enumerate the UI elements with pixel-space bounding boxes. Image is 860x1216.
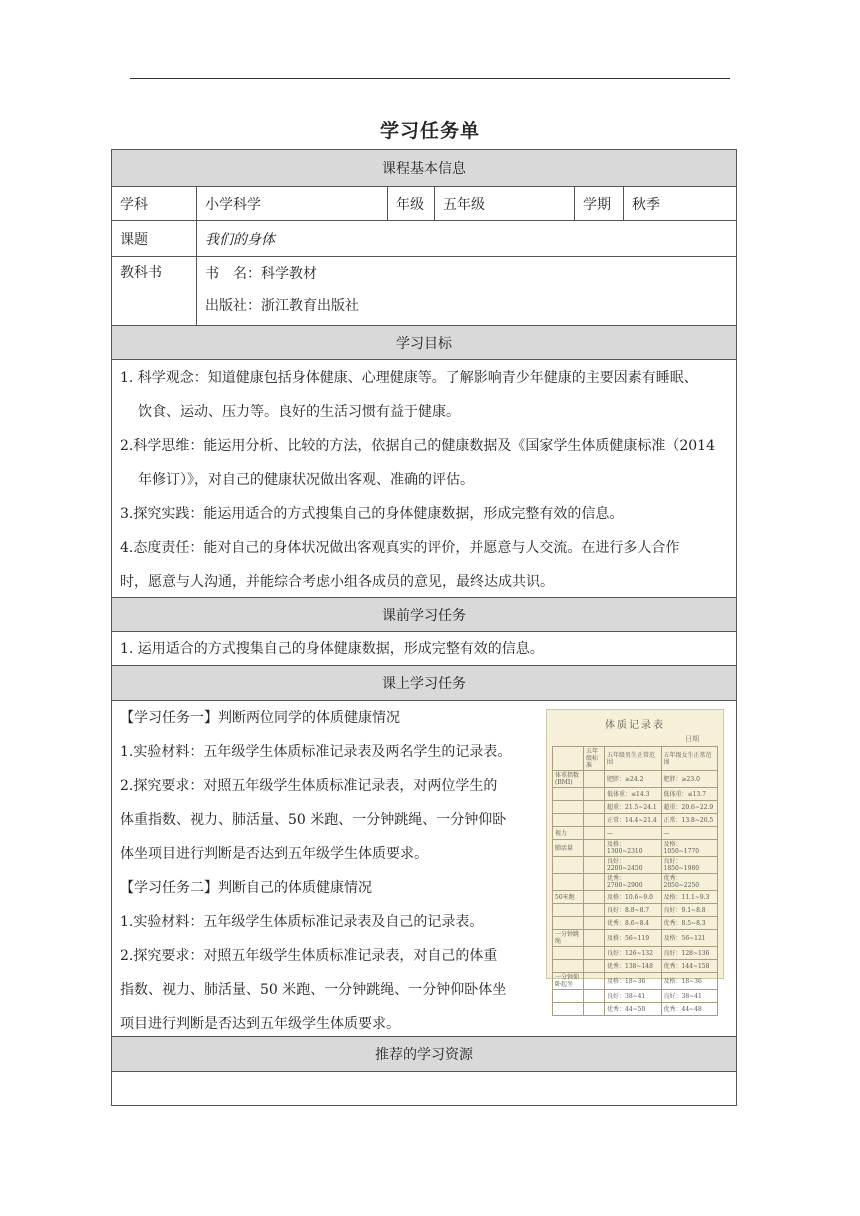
publisher: 出版社：浙江教育出版社 xyxy=(205,298,359,314)
task1-requirement-line3: 体坐项目进行判断是否达到五年级学生体质要求。 xyxy=(120,846,428,862)
figure-cell: 良好：9.1~8.8 xyxy=(661,904,718,917)
figure-cell xyxy=(584,857,605,874)
objective-2-line1: 2.科学思维：能运用分析、比较的方法，依据自己的健康数据及《国家学生体质健康标准（2014 xyxy=(120,438,715,454)
figure-cell: 肥胖：≥23.0 xyxy=(661,771,718,788)
task2-requirement-line3: 项目进行判断是否达到五年级学生体质要求。 xyxy=(120,1016,400,1032)
figure-cell xyxy=(553,857,584,874)
figure-cell xyxy=(553,917,584,930)
task2-requirement-line2: 指数、视力、肺活量、50 米跑、一分钟跳绳、一分钟仰卧体坐 xyxy=(120,982,507,998)
figure-cell xyxy=(584,814,605,827)
class-task-body xyxy=(112,700,736,1036)
subject-label: 学科 xyxy=(120,196,148,213)
figure-cell: 及格：1050~1770 xyxy=(661,840,718,857)
figure-cell: 良好：2200~2450 xyxy=(605,857,662,874)
figure-cell xyxy=(553,788,584,801)
objective-1-line2: 饮食、运动、压力等。良好的生活习惯有益于健康。 xyxy=(138,404,460,420)
header-rule xyxy=(130,78,730,79)
task2-title: 【学习任务二】判断自己的体质健康情况 xyxy=(120,880,372,896)
figure-row xyxy=(553,904,718,917)
figure-cell: 良好：128~136 xyxy=(661,947,718,960)
figure-cell xyxy=(584,904,605,917)
task1-material: 1.实验材料：五年级学生体质标准记录表及两名学生的记录表。 xyxy=(120,744,512,760)
figure-row xyxy=(553,827,718,840)
figure-cell: 优秀：44~50 xyxy=(605,1003,662,1016)
figure-cell: 五年级男生正常范围 xyxy=(605,747,662,771)
task2-requirement-line1: 2.探究要求：对照五年级学生体质标准记录表，对自己的体重 xyxy=(120,948,498,964)
figure-cell: 50米跑 xyxy=(553,891,584,904)
figure-cell: 超重：21.5~24.1 xyxy=(605,801,662,814)
figure-cell: 优秀：138~148 xyxy=(605,960,662,973)
figure-cell xyxy=(584,771,605,788)
figure-cell xyxy=(584,788,605,801)
term-label: 学期 xyxy=(574,187,623,220)
figure-cell xyxy=(584,801,605,814)
figure-row xyxy=(553,973,718,990)
task1-requirement-line2: 体重指数、视力、肺活量、50 米跑、一分钟跳绳、一分钟仰卧 xyxy=(120,812,507,828)
objective-2-line2: 年修订）》，对自己的健康状况做出客观、准确的评估。 xyxy=(138,472,474,488)
textbook-row xyxy=(112,256,736,325)
figure-row xyxy=(553,874,718,891)
figure-cell: 体重指数(BMI) xyxy=(553,771,584,788)
figure-cell xyxy=(553,990,584,1003)
figure-row xyxy=(553,930,718,947)
objective-4-line2: 时，愿意与人沟通，并能综合考虑小组各成员的意见，最终达成共识。 xyxy=(120,574,554,590)
resources-header xyxy=(112,1036,736,1071)
topic-label: 课题 xyxy=(120,231,148,248)
class-task-header xyxy=(112,665,736,700)
textbook-value xyxy=(196,257,736,325)
figure-cell: 优秀：8.5~8.3 xyxy=(661,917,718,930)
book-name: 书 名：科学教材 xyxy=(205,266,317,282)
figure-cell xyxy=(553,874,584,891)
figure-cell: 及格：56~121 xyxy=(661,930,718,947)
figure-cell: 及格：56~119 xyxy=(605,930,662,947)
figure-cell xyxy=(584,840,605,857)
figure-cell xyxy=(584,891,605,904)
figure-cell xyxy=(584,973,605,990)
page-title: 学习任务单 xyxy=(379,120,480,142)
figure-cell: 及格：1300~2310 xyxy=(605,840,662,857)
figure-cell: 肥胖：≥24.2 xyxy=(605,771,662,788)
figure-cell xyxy=(584,947,605,960)
basic-info-header xyxy=(112,150,736,186)
fitness-record-table-image xyxy=(546,709,724,1013)
figure-cell: 正常：14.4~21.4 xyxy=(605,814,662,827)
figure-row xyxy=(553,917,718,930)
resources-body xyxy=(112,1071,736,1105)
figure-cell: 五年级标准 xyxy=(584,747,605,771)
figure-cell xyxy=(584,874,605,891)
objectives-header-text: 学习目标 xyxy=(396,335,452,352)
figure-cell: — xyxy=(605,827,662,840)
figure-row xyxy=(553,840,718,857)
figure-row xyxy=(553,891,718,904)
topic-row xyxy=(112,220,736,256)
pre-task-body xyxy=(112,631,736,665)
figure-table xyxy=(552,746,718,1016)
figure-cell: 良好：126~132 xyxy=(605,947,662,960)
figure-cell: 一分钟跳绳 xyxy=(553,930,584,947)
figure-cell: 及格：11.1~9.3 xyxy=(661,891,718,904)
figure-cell xyxy=(553,947,584,960)
figure-cell: 优秀：8.6~8.4 xyxy=(605,917,662,930)
textbook-label: 教科书 xyxy=(120,265,162,281)
figure-cell: 优秀：2700~2900 xyxy=(605,874,662,891)
figure-cell: 优秀：144~158 xyxy=(661,960,718,973)
class-task-header-text: 课上学习任务 xyxy=(382,676,466,692)
figure-cell: 肺活量 xyxy=(553,840,584,857)
pre-task-header xyxy=(112,597,736,631)
figure-row xyxy=(553,857,718,874)
figure-date: 日期 xyxy=(685,735,699,743)
figure-cell xyxy=(553,747,584,771)
figure-cell: 良好：38~41 xyxy=(605,990,662,1003)
figure-cell xyxy=(553,814,584,827)
figure-cell xyxy=(553,904,584,917)
objectives-header xyxy=(112,325,736,359)
figure-cell: 一分钟仰卧起坐 xyxy=(553,973,584,990)
figure-cell xyxy=(584,930,605,947)
figure-cell: 及格：18~36 xyxy=(661,973,718,990)
term-value: 秋季 xyxy=(623,187,736,220)
figure-cell xyxy=(584,917,605,930)
figure-cell: 及格：10.6~9.0 xyxy=(605,891,662,904)
subject-row xyxy=(112,186,736,220)
figure-cell: 优秀：44~48 xyxy=(661,1003,718,1016)
task1-requirement-line1: 2.探究要求：对照五年级学生体质标准记录表，对两位学生的 xyxy=(120,778,498,794)
basic-info-header-text: 课程基本信息 xyxy=(382,161,466,177)
figure-cell xyxy=(553,960,584,973)
figure-cell xyxy=(553,1003,584,1016)
figure-cell xyxy=(584,1003,605,1016)
task-table xyxy=(111,149,737,1106)
figure-row xyxy=(553,747,718,771)
figure-cell: — xyxy=(661,827,718,840)
pre-task-item: 1. 运用适合的方式搜集自己的身体健康数据，形成完整有效的信息。 xyxy=(120,641,544,657)
figure-cell: 五年级女生正常范围 xyxy=(661,747,718,771)
figure-row xyxy=(553,990,718,1003)
grade-value: 五年级 xyxy=(434,187,574,220)
figure-row xyxy=(553,947,718,960)
figure-cell: 及格：18~36 xyxy=(605,973,662,990)
task1-title: 【学习任务一】判断两位同学的体质健康情况 xyxy=(120,710,400,726)
figure-row xyxy=(553,801,718,814)
figure-row xyxy=(553,960,718,973)
objective-4-line1: 4.态度责任：能对自己的身体状况做出客观真实的评价，并愿意与人交流。在进行多人合作 xyxy=(120,540,680,556)
figure-cell: 优秀：2050~2250 xyxy=(661,874,718,891)
figure-row xyxy=(553,1003,718,1016)
figure-cell: 良好：1850~1980 xyxy=(661,857,718,874)
figure-cell: 正常：13.8~20.5 xyxy=(661,814,718,827)
task2-material: 1.实验材料：五年级学生体质标准记录表及自己的记录表。 xyxy=(120,914,484,930)
figure-title: 体质记录表 xyxy=(605,720,665,731)
objectives-body xyxy=(112,359,736,597)
figure-cell: 低体重：≤14.3 xyxy=(605,788,662,801)
figure-cell xyxy=(553,801,584,814)
figure-cell xyxy=(584,960,605,973)
resources-header-text: 推荐的学习资源 xyxy=(375,1047,473,1063)
figure-row xyxy=(553,788,718,801)
figure-cell: 低体重：≤13.7 xyxy=(661,788,718,801)
grade-label: 年级 xyxy=(387,187,434,220)
figure-row xyxy=(553,771,718,788)
objective-3-line1: 3.探究实践：能运用适合的方式搜集自己的身体健康数据，形成完整有效的信息。 xyxy=(120,506,624,522)
figure-cell: 良好：38~41 xyxy=(661,990,718,1003)
topic-value: 我们的身体 xyxy=(196,221,736,256)
objective-1-line1: 1. 科学观念：知道健康包括身体健康、心理健康等。了解影响青少年健康的主要因素有睡眠、 xyxy=(120,370,698,386)
figure-cell: 超重：20.6~22.9 xyxy=(661,801,718,814)
figure-cell: 视力 xyxy=(553,827,584,840)
figure-row xyxy=(553,814,718,827)
pre-task-header-text: 课前学习任务 xyxy=(382,607,466,624)
subject-value: 小学科学 xyxy=(196,187,387,220)
figure-cell xyxy=(584,990,605,1003)
figure-cell: 良好：8.8~8.7 xyxy=(605,904,662,917)
figure-cell xyxy=(584,827,605,840)
